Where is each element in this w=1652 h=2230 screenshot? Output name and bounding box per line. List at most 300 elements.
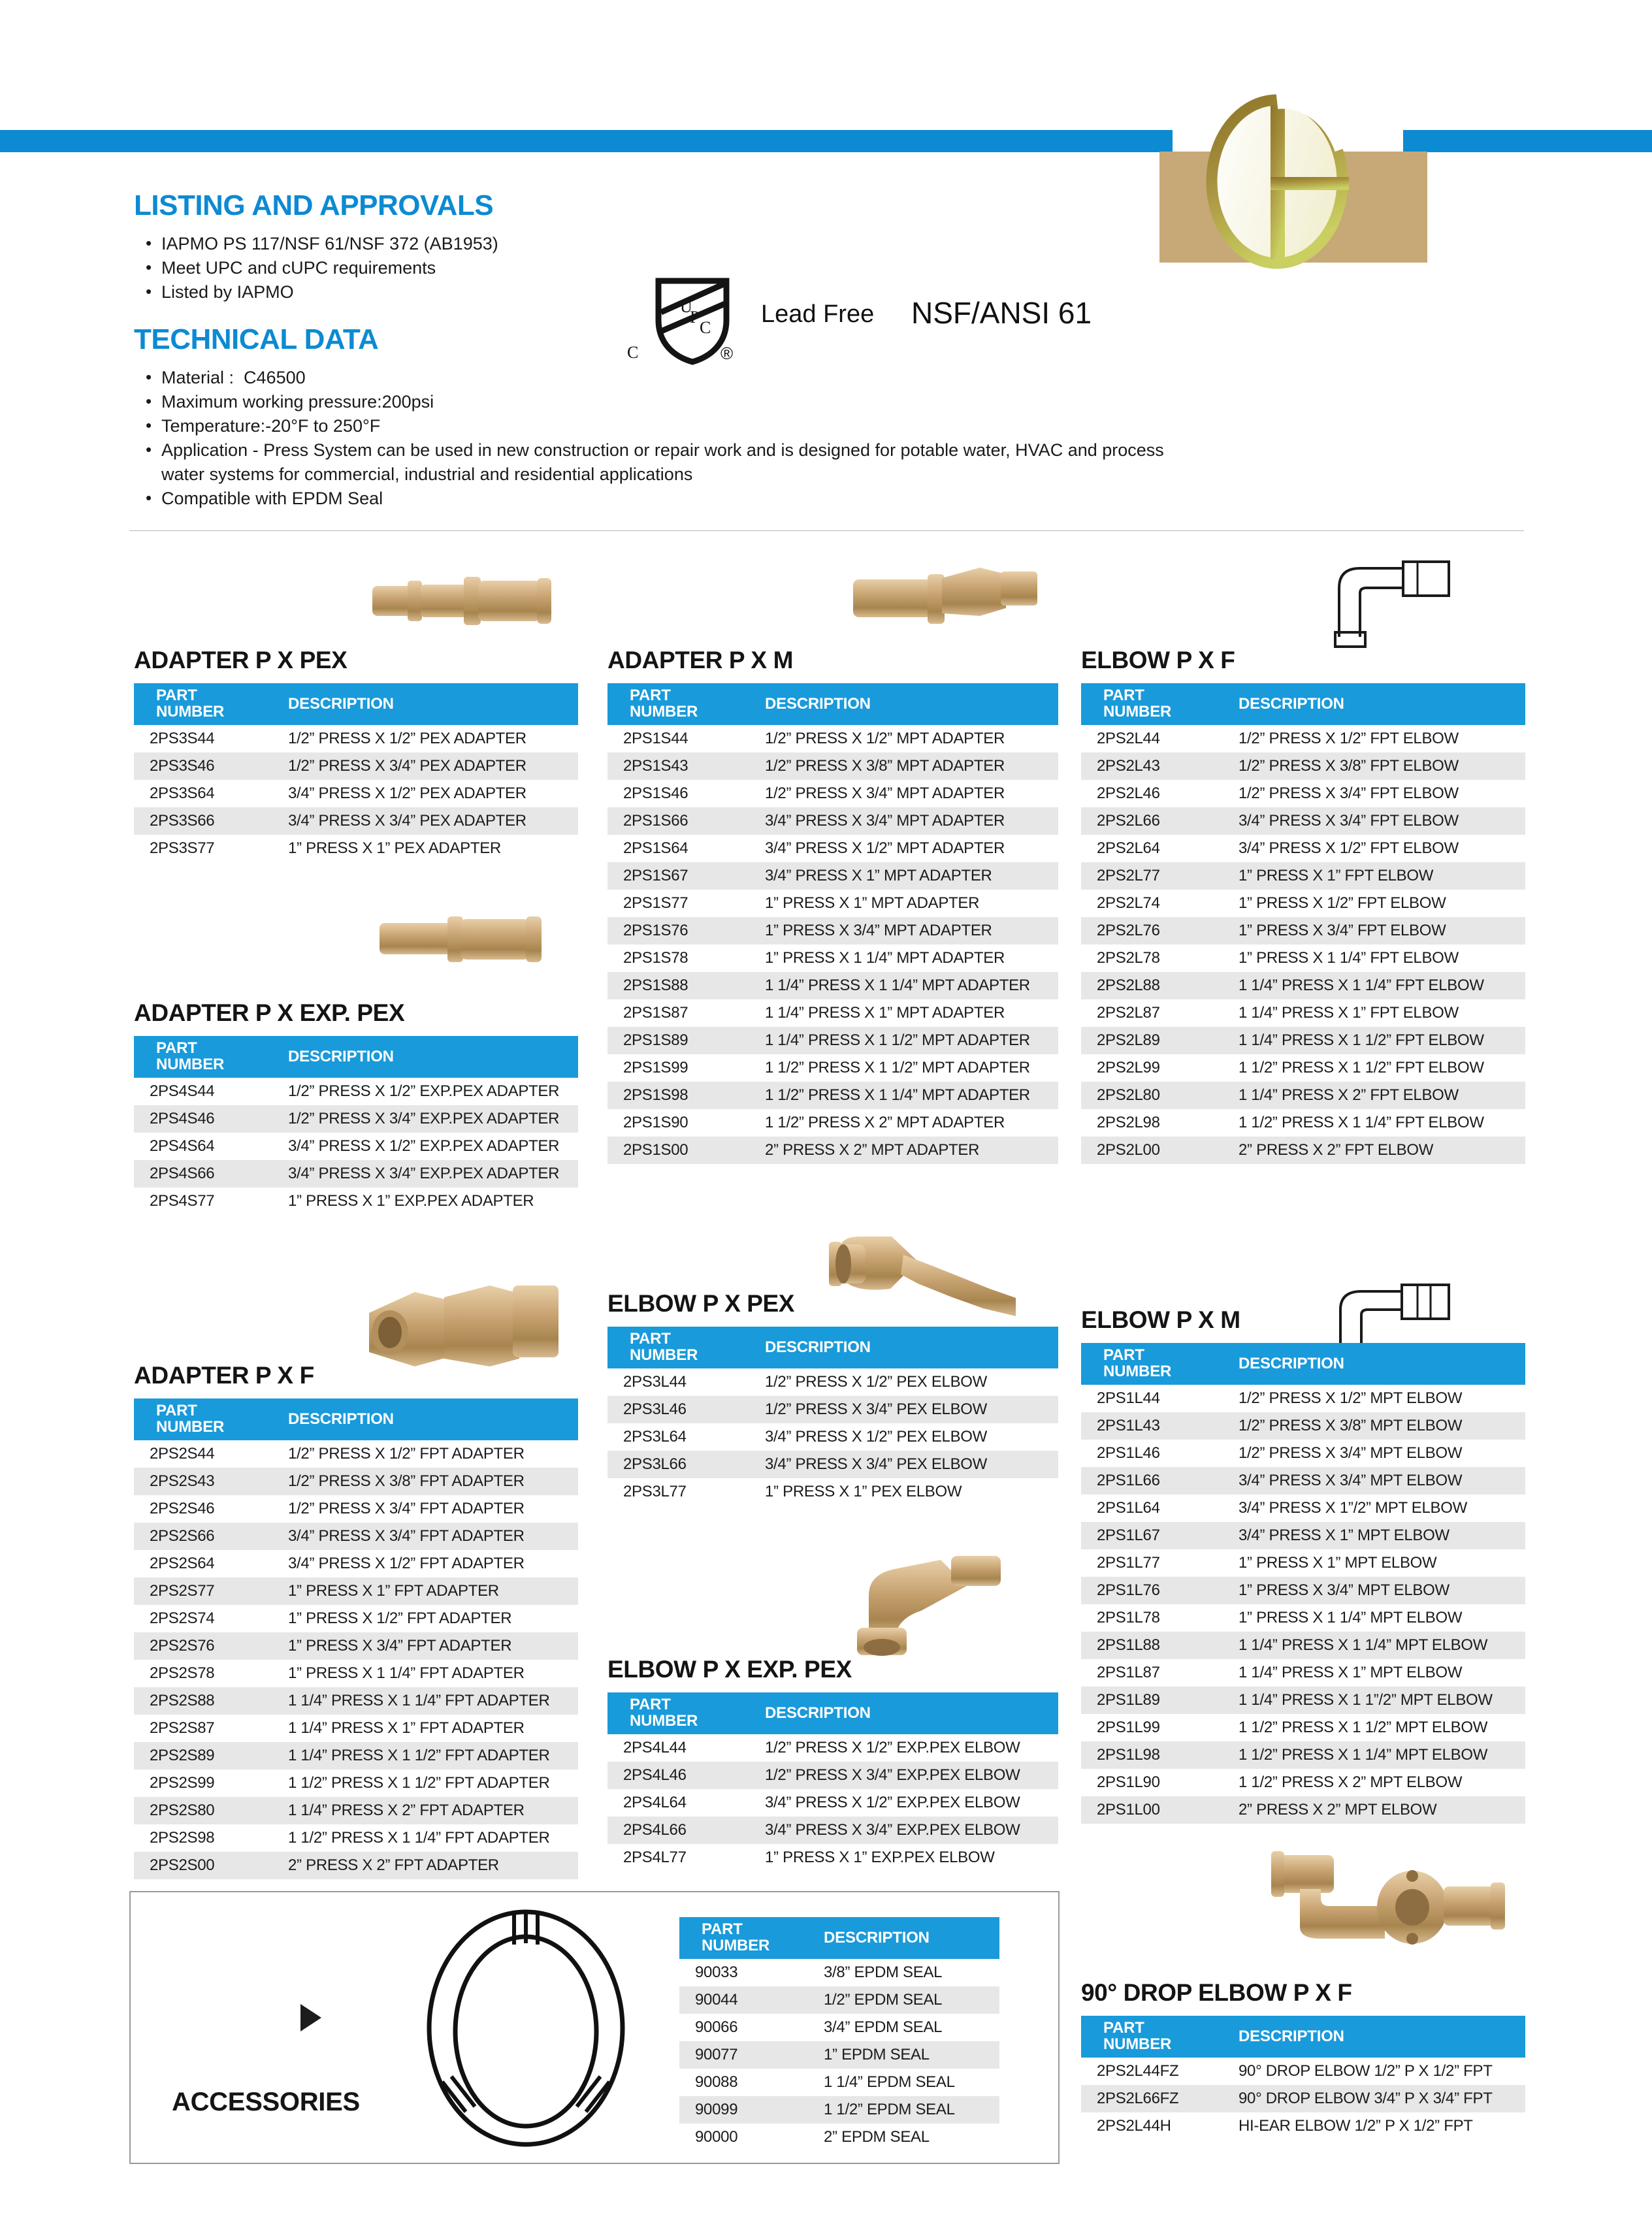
table-row: [607, 725, 1058, 752]
cell-part-number: 2PS1S77: [623, 894, 688, 912]
cell-part-number: 2PS1S88: [623, 977, 688, 994]
cell-part-number: 2PS2L76: [1097, 922, 1160, 939]
table-row: [134, 1715, 578, 1742]
cell-part-number: 2PS2L87: [1097, 1004, 1160, 1022]
cell-description: 3/4” PRESS X 3/4” FPT ELBOW: [1239, 812, 1459, 830]
cell-part-number: 2PS2S87: [150, 1719, 215, 1737]
list-item: • Material : C46500: [140, 366, 1486, 390]
table-row: [134, 1160, 578, 1188]
cell-description: 1 1/4” PRESS X 1 1/4” MPT ELBOW: [1239, 1636, 1488, 1654]
cell-part-number: 2PS1L66: [1097, 1472, 1160, 1489]
table-header-row: [134, 1398, 578, 1440]
cell-part-number: 2PS3S46: [150, 757, 215, 775]
cell-description: 3/4” PRESS X 3/4” MPT ADAPTER: [765, 812, 1005, 830]
table-body: [607, 1734, 1058, 1871]
table-row: [134, 1523, 578, 1550]
cell-part-number: 2PS2L43: [1097, 757, 1160, 775]
table-row: [1081, 1632, 1525, 1659]
cell-part-number: 2PS1S00: [623, 1141, 688, 1159]
cell-description: 1/2” PRESS X 3/4” MPT ADAPTER: [765, 784, 1005, 802]
table-row: [1081, 1385, 1525, 1412]
table-row: [607, 807, 1058, 835]
cell-part-number: 2PS4S77: [150, 1192, 215, 1210]
cell-description: 1” PRESS X 1/2” FPT ELBOW: [1239, 894, 1446, 912]
cell-description: 1” PRESS X 1” MPT ELBOW: [1239, 1554, 1437, 1572]
cell-part-number: 2PS1S76: [623, 922, 688, 939]
section-adapter-p-x-exp-pex: [134, 999, 578, 1215]
table-row: [607, 862, 1058, 890]
cell-part-number: 2PS2L44H: [1097, 2117, 1171, 2135]
column-header-part-number: PART NUMBER: [1081, 683, 1228, 725]
table-row: [1081, 1687, 1525, 1714]
table-row: [1081, 1741, 1525, 1769]
cell-part-number: 2PS1L76: [1097, 1581, 1160, 1599]
cell-part-number: 2PS2S98: [150, 1829, 215, 1847]
section-title: ADAPTER P X EXP. PEX: [134, 999, 405, 1026]
table-body: [679, 1959, 999, 2151]
table-row: [134, 807, 578, 835]
table-row: [1081, 1577, 1525, 1604]
cell-part-number: 2PS1L46: [1097, 1444, 1160, 1462]
cell-description: 1/2” PRESS X 3/8” FPT ELBOW: [1239, 757, 1459, 775]
table-row: [1081, 972, 1525, 999]
cell-part-number: 2PS3S66: [150, 812, 215, 830]
table-row: [679, 2124, 999, 2151]
column-header-part-number: PART NUMBER: [679, 1917, 813, 1959]
section-adapter-p-x-pex: [134, 647, 578, 862]
table-body: [134, 1078, 578, 1215]
cell-part-number: 2PS4S64: [150, 1137, 215, 1155]
table-row: [607, 1368, 1058, 1396]
column-header-part-number: PART NUMBER: [607, 683, 754, 725]
technical-data-title: TECHNICAL DATA: [134, 323, 379, 355]
drop-elbow-p-x-f-product-image: [1261, 1835, 1522, 1960]
cell-part-number: 2PS1S44: [623, 730, 688, 747]
table-header-row: [1081, 683, 1525, 725]
table-row: [134, 1468, 578, 1495]
table-row: [607, 835, 1058, 862]
section-accessories-table: [679, 1917, 999, 2151]
table-body: [1081, 725, 1525, 1164]
section-adapter-p-x-m: [607, 647, 1058, 1164]
table-row: [134, 1440, 578, 1468]
column-header-description: DESCRIPTION: [754, 1692, 1058, 1734]
cell-description: 1 1/2” PRESS X 1 1/2” MPT ADAPTER: [765, 1059, 1030, 1076]
table-row: [1081, 890, 1525, 917]
cell-description: 3/4” PRESS X 1/2” FPT ADAPTER: [288, 1555, 525, 1572]
table-row: [1081, 1549, 1525, 1577]
cell-description: 1/2” PRESS X 1/2” EXP.PEX ADAPTER: [288, 1082, 560, 1100]
cell-part-number: 2PS1L98: [1097, 1746, 1160, 1764]
cell-description: 1/2” PRESS X 1/2” PEX ELBOW: [765, 1373, 988, 1391]
triangle-pointer-icon: [300, 2004, 321, 2031]
cell-description: 3/4” PRESS X 3/4” PEX ELBOW: [765, 1455, 988, 1473]
column-header-description: DESCRIPTION: [754, 1327, 1058, 1368]
cell-description: 1 1/4” PRESS X 1 1/2” FPT ADAPTER: [288, 1747, 550, 1764]
cell-part-number: 2PS2L44FZ: [1097, 2062, 1179, 2080]
cell-description: 1 1/4” PRESS X 1 1/2” FPT ELBOW: [1239, 1031, 1484, 1049]
table-row: [1081, 1522, 1525, 1549]
cell-description: 1” EPDM SEAL: [824, 2046, 930, 2063]
table-row: [1081, 999, 1525, 1027]
table-row: [1081, 1440, 1525, 1467]
section-title: ELBOW P X EXP. PEX: [607, 1656, 852, 1683]
cell-description: 1 1/4” EPDM SEAL: [824, 2073, 955, 2091]
cell-description: 1/2” PRESS X 3/4” PEX ELBOW: [765, 1400, 988, 1418]
cell-description: 1” PRESS X 1” EXP.PEX ELBOW: [765, 1849, 995, 1866]
cell-part-number: 2PS2L77: [1097, 867, 1160, 884]
cell-part-number: 2PS3L66: [623, 1455, 687, 1473]
cell-description: 3/4” PRESS X 3/4” PEX ADAPTER: [288, 812, 526, 830]
column-header-description: DESCRIPTION: [1228, 2016, 1525, 2058]
table-row: [134, 1495, 578, 1523]
cell-description: 1/2” PRESS X 3/4” PEX ADAPTER: [288, 757, 526, 775]
cell-part-number: 2PS2S80: [150, 1802, 215, 1819]
adapter-p-x-exp-pex-product-image: [369, 885, 565, 983]
table-row: [607, 1478, 1058, 1506]
cell-part-number: 2PS2S74: [150, 1609, 215, 1627]
cell-part-number: 90000: [695, 2128, 738, 2146]
cell-description: 3/4” PRESS X 3/4” EXP.PEX ADAPTER: [288, 1165, 560, 1182]
table-row: [607, 945, 1058, 972]
section-elbow-p-x-pex: [607, 1290, 1058, 1506]
adapter-p-x-exp-pex-table: [134, 1036, 578, 1215]
column-header-description: DESCRIPTION: [754, 683, 1058, 725]
cell-part-number: 2PS1S98: [623, 1086, 688, 1104]
table-header-row: [1081, 1343, 1525, 1385]
cell-part-number: 2PS2S44: [150, 1445, 215, 1462]
table-header-row: [679, 1917, 999, 1959]
list-item: • IAPMO PS 117/NSF 61/NSF 372 (AB1953): [140, 232, 859, 256]
cell-part-number: 2PS1L78: [1097, 1609, 1160, 1626]
table-body: [134, 1440, 578, 1879]
cell-part-number: 2PS3S77: [150, 839, 215, 857]
table-header-row: [134, 1036, 578, 1078]
cell-part-number: 2PS2L99: [1097, 1059, 1160, 1076]
accessories-label: ACCESSORIES: [172, 2088, 360, 2116]
cell-description: 1/2” PRESS X 1/2” FPT ELBOW: [1239, 730, 1459, 747]
elbow-p-x-m-table: [1081, 1343, 1525, 1824]
cell-part-number: 2PS1S89: [623, 1031, 688, 1049]
cell-part-number: 90066: [695, 2018, 738, 2036]
column-header-description: DESCRIPTION: [1228, 1343, 1525, 1385]
table-row: [134, 1852, 578, 1879]
cell-part-number: 2PS1S87: [623, 1004, 688, 1022]
table-header-row: [607, 683, 1058, 725]
table-row: [134, 752, 578, 780]
cell-part-number: 2PS1L67: [1097, 1527, 1160, 1544]
section-title: ADAPTER P X F: [134, 1362, 314, 1389]
table-row: [1081, 862, 1525, 890]
cell-description: 1/2” PRESS X 3/4” EXP.PEX ADAPTER: [288, 1110, 560, 1127]
column-header-part-number: PART NUMBER: [134, 1036, 278, 1078]
cell-description: 1” PRESS X 1” PEX ADAPTER: [288, 839, 501, 857]
table-row: [607, 1109, 1058, 1137]
technical-data-bullets: [140, 366, 1486, 511]
column-header-part-number: PART NUMBER: [1081, 1343, 1228, 1385]
table-row: [1081, 1495, 1525, 1522]
section-title: ELBOW P X F: [1081, 647, 1235, 673]
cell-part-number: 2PS2S89: [150, 1747, 215, 1764]
registered-trademark-icon: ®: [721, 344, 734, 363]
table-row: [134, 780, 578, 807]
cell-part-number: 2PS2L66: [1097, 812, 1160, 830]
list-item: • Listed by IAPMO: [140, 280, 859, 304]
cell-part-number: 2PS4L46: [623, 1766, 687, 1784]
table-row: [607, 1451, 1058, 1478]
cell-description: 1 1/4” PRESS X 2” FPT ADAPTER: [288, 1802, 525, 1819]
cell-description: 1/2” PRESS X 3/4” FPT ADAPTER: [288, 1500, 525, 1517]
cell-part-number: 90044: [695, 1991, 738, 2009]
cell-description: 1 1/4” PRESS X 2” FPT ELBOW: [1239, 1086, 1459, 1104]
table-row: [679, 1986, 999, 2014]
cell-description: 1/2” PRESS X 1/2” MPT ELBOW: [1239, 1389, 1463, 1407]
cell-part-number: 90033: [695, 1963, 738, 1981]
cell-description: 1/2” PRESS X 3/8” MPT ELBOW: [1239, 1417, 1463, 1434]
cell-description: 1/2” PRESS X 3/8” FPT ADAPTER: [288, 1472, 525, 1490]
adapter-p-x-pex-product-image: [366, 552, 562, 643]
cell-part-number: 2PS2S46: [150, 1500, 215, 1517]
cell-description: 1/2” EPDM SEAL: [824, 1991, 943, 2009]
table-row: [1081, 1659, 1525, 1687]
table-row: [134, 1742, 578, 1769]
table-row: [607, 752, 1058, 780]
svg-text:P: P: [690, 308, 700, 327]
table-row: [134, 835, 578, 862]
cell-description: 1 1/4” PRESS X 1” FPT ADAPTER: [288, 1719, 525, 1737]
cell-part-number: 2PS2L89: [1097, 1031, 1160, 1049]
cell-description: 3/4” PRESS X 1/2” PEX ADAPTER: [288, 784, 526, 802]
table-row: [1081, 2112, 1525, 2140]
table-row: [134, 1105, 578, 1133]
cell-part-number: 2PS4L77: [623, 1849, 687, 1866]
cell-part-number: 2PS1S90: [623, 1114, 688, 1131]
table-row: [134, 1188, 578, 1215]
cell-part-number: 2PS2L88: [1097, 977, 1160, 994]
table-body: [607, 725, 1058, 1164]
cell-part-number: 2PS2S66: [150, 1527, 215, 1545]
cell-description: 2” PRESS X 2” FPT ELBOW: [1239, 1141, 1434, 1159]
cell-description: 1 1/4” PRESS X 1” MPT ELBOW: [1239, 1664, 1463, 1681]
brand-g-logo-icon: [1205, 93, 1369, 270]
cell-description: 1 1/2” PRESS X 1 1/4” MPT ADAPTER: [765, 1086, 1030, 1104]
table-row: [134, 1550, 578, 1577]
column-header-description: DESCRIPTION: [278, 1036, 578, 1078]
table-row: [1081, 1714, 1525, 1741]
cell-part-number: 2PS2L00: [1097, 1141, 1160, 1159]
section-title: ADAPTER P X PEX: [134, 647, 348, 673]
table-row: [1081, 1137, 1525, 1164]
list-item: • Compatible with EPDM Seal: [140, 487, 1486, 511]
elbow-p-x-f-table: [1081, 683, 1525, 1164]
svg-text:U: U: [680, 297, 692, 316]
cell-part-number: 2PS1S78: [623, 949, 688, 967]
cell-part-number: 2PS2L44: [1097, 730, 1160, 747]
cell-part-number: 2PS3L46: [623, 1400, 687, 1418]
table-row: [607, 1789, 1058, 1817]
table-row: [1081, 2085, 1525, 2112]
table-row: [607, 1762, 1058, 1789]
table-row: [679, 2041, 999, 2069]
adapter-p-x-m-table: [607, 683, 1058, 1164]
table-row: [1081, 807, 1525, 835]
cell-part-number: 2PS3S44: [150, 730, 215, 747]
table-body: [607, 1368, 1058, 1506]
cell-description: 3/4” EPDM SEAL: [824, 2018, 943, 2036]
cell-description: 1” PRESS X 1” FPT ELBOW: [1239, 867, 1434, 884]
cell-description: 2” PRESS X 2” MPT ADAPTER: [765, 1141, 980, 1159]
cell-part-number: 2PS2S78: [150, 1664, 215, 1682]
table-row: [134, 1632, 578, 1660]
list-item: • Meet UPC and cUPC requirements: [140, 256, 859, 280]
table-row: [1081, 1604, 1525, 1632]
cell-part-number: 2PS3L44: [623, 1373, 687, 1391]
elbow-p-x-f-line-drawing: [1326, 555, 1463, 650]
column-header-part-number: PART NUMBER: [134, 683, 278, 725]
cell-description: HI-EAR ELBOW 1/2” P X 1/2” FPT: [1239, 2117, 1473, 2135]
cell-description: 1 1/2” PRESS X 1 1/4” MPT ELBOW: [1239, 1746, 1488, 1764]
column-header-description: DESCRIPTION: [278, 1398, 578, 1440]
cell-part-number: 2PS2L66FZ: [1097, 2090, 1179, 2107]
table-row: [134, 1769, 578, 1797]
cell-description: 1 1/2” PRESS X 2” MPT ADAPTER: [765, 1114, 1005, 1131]
cell-part-number: 2PS2S88: [150, 1692, 215, 1709]
column-header-part-number: PART NUMBER: [607, 1327, 754, 1368]
cell-description: 1 1/2” PRESS X 1 1/2” FPT ELBOW: [1239, 1059, 1484, 1076]
accessories-table: [679, 1917, 999, 2151]
table-row: [134, 1078, 578, 1105]
cell-description: 3/4” PRESS X 1/2” EXP.PEX ELBOW: [765, 1794, 1020, 1811]
adapter-p-x-pex-table: [134, 683, 578, 862]
cell-part-number: 2PS1L88: [1097, 1636, 1160, 1654]
cell-part-number: 2PS1S64: [623, 839, 688, 857]
cell-part-number: 2PS2S77: [150, 1582, 215, 1600]
cell-description: 1/2” PRESS X 1/2” PEX ADAPTER: [288, 730, 526, 747]
listing-approvals-bullets: [140, 232, 859, 304]
cell-description: 1” PRESS X 3/4” FPT ELBOW: [1239, 922, 1446, 939]
table-row: [134, 725, 578, 752]
table-header-row: [607, 1692, 1058, 1734]
adapter-p-x-m-product-image: [849, 545, 1045, 643]
cell-description: 1” PRESS X 1/2” FPT ADAPTER: [288, 1609, 512, 1627]
cell-part-number: 2PS1S46: [623, 784, 688, 802]
cell-part-number: 2PS2L80: [1097, 1086, 1160, 1104]
table-row: [607, 1396, 1058, 1423]
list-item: • Maximum working pressure:200psi: [140, 390, 1486, 414]
cell-description: 2” EPDM SEAL: [824, 2128, 930, 2146]
cell-description: 1/2” PRESS X 3/8” MPT ADAPTER: [765, 757, 1005, 775]
cell-description: 1/2” PRESS X 3/4” EXP.PEX ELBOW: [765, 1766, 1020, 1784]
cell-part-number: 2PS4L64: [623, 1794, 687, 1811]
cell-description: 1” PRESS X 1 1/4” FPT ELBOW: [1239, 949, 1459, 967]
column-header-description: DESCRIPTION: [1228, 683, 1525, 725]
cell-part-number: 2PS4L66: [623, 1821, 687, 1839]
cell-part-number: 2PS2L78: [1097, 949, 1160, 967]
elbow-p-x-exp-pex-table: [607, 1692, 1058, 1871]
table-row: [134, 1824, 578, 1852]
column-header-part-number: PART NUMBER: [134, 1398, 278, 1440]
table-row: [134, 1660, 578, 1687]
nsf-ansi-label: NSF/ANSI 61: [911, 296, 1092, 330]
elbow-p-x-exp-pex-product-image: [843, 1548, 1032, 1662]
table-row: [607, 1054, 1058, 1082]
section-elbow-p-x-f: [1081, 647, 1525, 1164]
svg-text:C: C: [700, 318, 711, 337]
table-row: [134, 1687, 578, 1715]
cell-description: 1” PRESS X 3/4” MPT ADAPTER: [765, 922, 992, 939]
table-row: [134, 1577, 578, 1605]
section-divider: [129, 530, 1524, 531]
section-elbow-p-x-m: [1081, 1306, 1525, 1824]
table-row: [607, 1027, 1058, 1054]
cell-part-number: 2PS3S64: [150, 784, 215, 802]
cell-description: 3/4” PRESS X 1/2” PEX ELBOW: [765, 1428, 988, 1446]
table-row: [1081, 945, 1525, 972]
cell-part-number: 2PS2L74: [1097, 894, 1160, 912]
cell-part-number: 2PS1L99: [1097, 1719, 1160, 1736]
column-header-part-number: PART NUMBER: [607, 1692, 754, 1734]
table-row: [679, 1959, 999, 1986]
cupc-c-label: C: [627, 343, 639, 362]
cell-description: 1 1/2” PRESS X 1 1/2” FPT ADAPTER: [288, 1774, 550, 1792]
table-body: [1081, 2058, 1525, 2140]
cell-description: 1/2” PRESS X 3/4” FPT ELBOW: [1239, 784, 1459, 802]
table-row: [607, 1817, 1058, 1844]
table-row: [607, 1423, 1058, 1451]
cell-part-number: 2PS2S64: [150, 1555, 215, 1572]
table-row: [607, 999, 1058, 1027]
cell-description: 1 1/2” PRESS X 1 1/4” FPT ELBOW: [1239, 1114, 1484, 1131]
cell-description: 3/4” PRESS X 3/4” MPT ELBOW: [1239, 1472, 1463, 1489]
table-row: [1081, 1796, 1525, 1824]
cell-description: 1 1/4” PRESS X 1” MPT ADAPTER: [765, 1004, 1005, 1022]
table-row: [679, 2096, 999, 2124]
table-row: [1081, 752, 1525, 780]
cell-part-number: 2PS1L87: [1097, 1664, 1160, 1681]
cell-description: 90° DROP ELBOW 3/4” P X 3/4” FPT: [1239, 2090, 1493, 2107]
cell-part-number: 90077: [695, 2046, 738, 2063]
cell-description: 1 1/4” PRESS X 1” FPT ELBOW: [1239, 1004, 1459, 1022]
list-item: • Temperature:-20°F to 250°F: [140, 414, 1486, 438]
cell-description: 1 1/4” PRESS X 1 1/2” MPT ADAPTER: [765, 1031, 1030, 1049]
list-item: • Application - Press System can be used in new construction or repair work and is designed for potable water, HVAC and process: [140, 438, 1486, 462]
cell-description: 1 1/4” PRESS X 1 1/4” FPT ADAPTER: [288, 1692, 550, 1709]
cell-description: 3/4” PRESS X 3/4” EXP.PEX ELBOW: [765, 1821, 1020, 1839]
table-row: [679, 2014, 999, 2041]
cell-description: 3/4” PRESS X 1” MPT ELBOW: [1239, 1527, 1450, 1544]
section-title: ELBOW P X PEX: [607, 1290, 795, 1317]
cell-description: 1 1/2” PRESS X 1 1/4” FPT ADAPTER: [288, 1829, 550, 1847]
epdm-seal-ring-diagram: [415, 1904, 637, 2152]
cell-part-number: 90088: [695, 2073, 738, 2091]
cell-part-number: 2PS1S43: [623, 757, 688, 775]
table-row: [134, 1133, 578, 1160]
cell-part-number: 2PS4L44: [623, 1739, 687, 1756]
table-row: [1081, 2058, 1525, 2085]
cell-part-number: 2PS1S99: [623, 1059, 688, 1076]
cell-description: 1” PRESS X 1” EXP.PEX ADAPTER: [288, 1192, 534, 1210]
cell-description: 1” PRESS X 1 1/4” MPT ELBOW: [1239, 1609, 1463, 1626]
table-row: [1081, 1769, 1525, 1796]
section-drop-elbow-p-x-f: [1081, 1979, 1525, 2140]
table-header-row: [607, 1327, 1058, 1368]
cell-description: 1” PRESS X 1” FPT ADAPTER: [288, 1582, 499, 1600]
cell-description: 3/4” PRESS X 1/2” EXP.PEX ADAPTER: [288, 1137, 560, 1155]
cell-description: 1” PRESS X 1 1/4” FPT ADAPTER: [288, 1664, 525, 1682]
header-bar-right: [1403, 130, 1652, 152]
table-row: [1081, 835, 1525, 862]
section-title: ADAPTER P X M: [607, 647, 793, 673]
